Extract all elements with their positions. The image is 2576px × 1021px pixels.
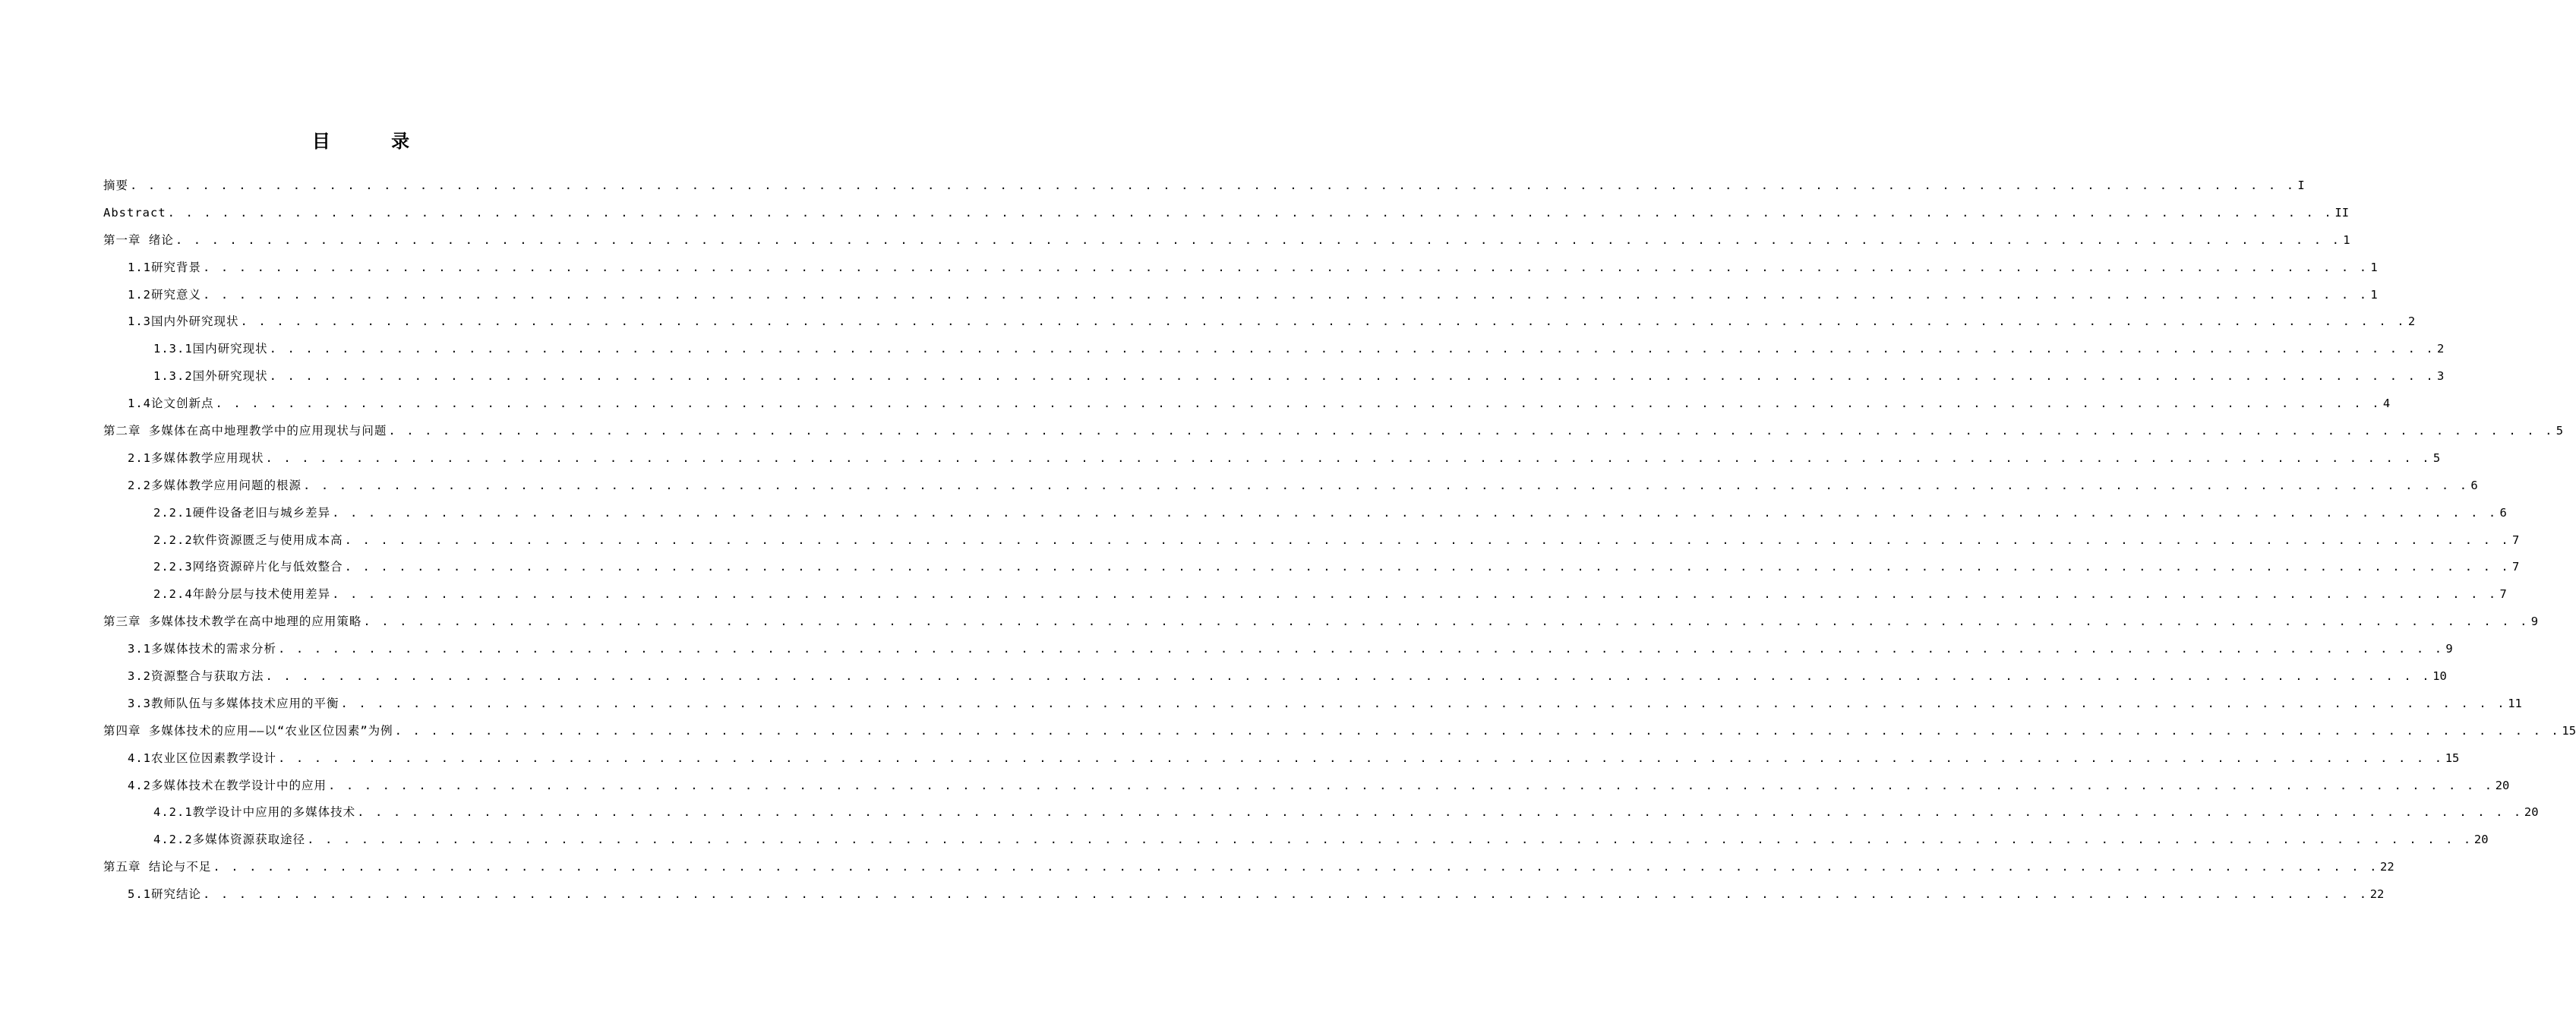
toc-list [103, 172, 2576, 909]
toc-dot-leader: . . . . . . . . . . . . . . . . . . . . . . . . . . . . . . . . . . . . . . . . . . . . . . . . . . . . . . . . . . . . . . . . . . . . . . . . . . . . . . . . . . . . . . . . . . . . . . . . . . . . . . . . . . . . . . . . . . . . . . . . [175, 232, 2341, 247]
toc-entry[interactable] [103, 554, 2520, 581]
toc-entry-page: 15 [2562, 723, 2576, 738]
toc-entry-page: 1 [2343, 232, 2350, 247]
toc-entry-label: 2.2.3网络资源碎片化与低效整合 [153, 560, 343, 574]
toc-entry[interactable] [103, 527, 2520, 555]
toc-entry[interactable] [103, 336, 2445, 363]
toc-entry-page: 22 [2369, 887, 2385, 902]
toc-entry-label: 3.3教师队伍与多媒体技术应用的平衡 [128, 696, 339, 710]
toc-entry[interactable] [103, 745, 2460, 773]
toc-dot-leader: . . . . . . . . . . . . . . . . . . . . . . . . . . . . . . . . . . . . . . . . . . . . . . . . . . . . . . . . . . . . . . . . . . . . . . . . . . . . . . . . . . . . . . . . . . . . . . . . . . . . . . . . . . . . . . . . . . . . . . . . [328, 778, 2494, 792]
toc-entry-page: 6 [2470, 478, 2478, 492]
toc-dot-leader: . . . . . . . . . . . . . . . . . . . . . . . . . . . . . . . . . . . . . . . . . . . . . . . . . . . . . . . . . . . . . . . . . . . . . . . . . . . . . . . . . . . . . . . . . . . . . . . . . . . . . . . . . . . . . . . . . . . . . . . . [307, 833, 2473, 847]
toc-entry-label: 4.2.1教学设计中应用的多媒体技术 [153, 805, 356, 820]
toc-dot-leader: . . . . . . . . . . . . . . . . . . . . . . . . . . . . . . . . . . . . . . . . . . . . . . . . . . . . . . . . . . . . . . . . . . . . . . . . . . . . . . . . . . . . . . . . . . . . . . . . . . . . . . . . . . . . . . . . . . . . . . . . [215, 397, 2382, 411]
toc-entry-page: 3 [2437, 369, 2445, 384]
toc-entry-label: Abstract [103, 205, 166, 220]
toc-dot-leader: . . . . . . . . . . . . . . . . . . . . . . . . . . . . . . . . . . . . . . . . . . . . . . . . . . . . . . . . . . . . . . . . . . . . . . . . . . . . . . . . . . . . . . . . . . . . . . . . . . . . . . . . . . . . . . . . . . . . . . . . [344, 560, 2511, 574]
toc-entry-label: 4.2.2多媒体资源获取途径 [153, 833, 306, 847]
toc-entry-page: 9 [2445, 642, 2453, 656]
toc-entry[interactable] [103, 445, 2441, 473]
toc-dot-leader: . . . . . . . . . . . . . . . . . . . . . . . . . . . . . . . . . . . . . . . . . . . . . . . . . . . . . . . . . . . . . . . . . . . . . . . . . . . . . . . . . . . . . . . . . . . . . . . . . . . . . . . . . . . . . . . . . . . . . . . . [357, 805, 2523, 820]
toc-entry-label: 2.2.1硬件设备老旧与城乡差异 [153, 505, 331, 520]
toc-dot-leader: . . . . . . . . . . . . . . . . . . . . . . . . . . . . . . . . . . . . . . . . . . . . . . . . . . . . . . . . . . . . . . . . . . . . . . . . . . . . . . . . . . . . . . . . . . . . . . . . . . . . . . . . . . . . . . . . . . . . . . . . [167, 205, 2334, 220]
toc-dot-leader: . . . . . . . . . . . . . . . . . . . . . . . . . . . . . . . . . . . . . . . . . . . . . . . . . . . . . . . . . . . . . . . . . . . . . . . . . . . . . . . . . . . . . . . . . . . . . . . . . . . . . . . . . . . . . . . . . . . . . . . . [269, 369, 2436, 384]
toc-dot-leader: . . . . . . . . . . . . . . . . . . . . . . . . . . . . . . . . . . . . . . . . . . . . . . . . . . . . . . . . . . . . . . . . . . . . . . . . . . . . . . . . . . . . . . . . . . . . . . . . . . . . . . . . . . . . . . . . . . . . . . . . [363, 615, 2530, 629]
toc-entry-page: I [2297, 179, 2305, 192]
toc-entry[interactable] [103, 172, 2305, 200]
toc-entry-page: 20 [2524, 805, 2539, 820]
toc-entry-page: 22 [2380, 860, 2394, 874]
toc-entry-label: 1.3.2国外研究现状 [153, 369, 268, 384]
toc-entry[interactable] [103, 663, 2447, 691]
toc-entry-label: 1.3.1国内研究现状 [153, 342, 268, 356]
toc-entry[interactable] [103, 418, 2564, 445]
toc-entry-page: 6 [2499, 505, 2507, 520]
toc-entry-page: 7 [2512, 533, 2520, 547]
toc-entry[interactable] [103, 691, 2522, 718]
toc-entry-page: 5 [2555, 424, 2564, 438]
toc-dot-leader: . . . . . . . . . . . . . . . . . . . . . . . . . . . . . . . . . . . . . . . . . . . . . . . . . . . . . . . . . . . . . . . . . . . . . . . . . . . . . . . . . . . . . . . . . . . . . . . . . . . . . . . . . . . . . . . . . . . . . . . . [388, 424, 2555, 438]
toc-entry-label: 1.1研究背景 [128, 260, 201, 274]
toc-entry-page: 1 [2370, 260, 2378, 274]
toc-entry-page: 11 [2508, 696, 2522, 710]
toc-entry-label: 1.4论文创新点 [128, 397, 214, 411]
toc-entry[interactable] [103, 608, 2539, 636]
toc-entry[interactable] [103, 636, 2453, 663]
toc-dot-leader: . . . . . . . . . . . . . . . . . . . . . . . . . . . . . . . . . . . . . . . . . . . . . . . . . . . . . . . . . . . . . . . . . . . . . . . . . . . . . . . . . . . . . . . . . . . . . . . . . . . . . . . . . . . . . . . . . . . . . . . . [203, 887, 2369, 902]
toc-dot-leader: . . . . . . . . . . . . . . . . . . . . . . . . . . . . . . . . . . . . . . . . . . . . . . . . . . . . . . . . . . . . . . . . . . . . . . . . . . . . . . . . . . . . . . . . . . . . . . . . . . . . . . . . . . . . . . . . . . . . . . . . [394, 723, 2561, 738]
toc-entry[interactable] [103, 200, 2350, 227]
toc-dot-leader: . . . . . . . . . . . . . . . . . . . . . . . . . . . . . . . . . . . . . . . . . . . . . . . . . . . . . . . . . . . . . . . . . . . . . . . . . . . . . . . . . . . . . . . . . . . . . . . . . . . . . . . . . . . . . . . . . . . . . . . . [340, 696, 2507, 710]
toc-dot-leader: . . . . . . . . . . . . . . . . . . . . . . . . . . . . . . . . . . . . . . . . . . . . . . . . . . . . . . . . . . . . . . . . . . . . . . . . . . . . . . . . . . . . . . . . . . . . . . . . . . . . . . . . . . . . . . . . . . . . . . . . [130, 179, 2296, 192]
toc-entry-label: 2.1多媒体教学应用现状 [128, 450, 264, 465]
toc-dot-leader: . . . . . . . . . . . . . . . . . . . . . . . . . . . . . . . . . . . . . . . . . . . . . . . . . . . . . . . . . . . . . . . . . . . . . . . . . . . . . . . . . . . . . . . . . . . . . . . . . . . . . . . . . . . . . . . . . . . . . . . . [203, 287, 2369, 302]
toc-entry[interactable] [103, 390, 2391, 418]
toc-entry-label: 第四章 多媒体技术的应用——以“农业区位因素”为例 [103, 723, 393, 738]
toc-entry-page: 20 [2473, 833, 2489, 847]
toc-entry[interactable] [103, 363, 2445, 390]
toc-dot-leader: . . . . . . . . . . . . . . . . . . . . . . . . . . . . . . . . . . . . . . . . . . . . . . . . . . . . . . . . . . . . . . . . . . . . . . . . . . . . . . . . . . . . . . . . . . . . . . . . . . . . . . . . . . . . . . . . . . . . . . . . [332, 587, 2498, 602]
toc-entry-label: 第一章 绪论 [103, 232, 174, 247]
toc-title: 目 录 [311, 131, 437, 152]
toc-entry[interactable] [103, 227, 2350, 254]
toc-dot-leader: . . . . . . . . . . . . . . . . . . . . . . . . . . . . . . . . . . . . . . . . . . . . . . . . . . . . . . . . . . . . . . . . . . . . . . . . . . . . . . . . . . . . . . . . . . . . . . . . . . . . . . . . . . . . . . . . . . . . . . . . [213, 860, 2379, 874]
toc-entry-label: 1.3国内外研究现状 [128, 315, 239, 329]
toc-entry-label: 3.1多媒体技术的需求分析 [128, 642, 276, 656]
toc-entry-page: 20 [2495, 778, 2510, 792]
toc-dot-leader: . . . . . . . . . . . . . . . . . . . . . . . . . . . . . . . . . . . . . . . . . . . . . . . . . . . . . . . . . . . . . . . . . . . . . . . . . . . . . . . . . . . . . . . . . . . . . . . . . . . . . . . . . . . . . . . . . . . . . . . . [303, 478, 2469, 492]
toc-dot-leader: . . . . . . . . . . . . . . . . . . . . . . . . . . . . . . . . . . . . . . . . . . . . . . . . . . . . . . . . . . . . . . . . . . . . . . . . . . . . . . . . . . . . . . . . . . . . . . . . . . . . . . . . . . . . . . . . . . . . . . . . [332, 505, 2498, 520]
toc-entry-page: 9 [2530, 615, 2539, 629]
toc-dot-leader: . . . . . . . . . . . . . . . . . . . . . . . . . . . . . . . . . . . . . . . . . . . . . . . . . . . . . . . . . . . . . . . . . . . . . . . . . . . . . . . . . . . . . . . . . . . . . . . . . . . . . . . . . . . . . . . . . . . . . . . . [240, 315, 2407, 329]
toc-entry-label: 2.2多媒体教学应用问题的根源 [128, 478, 301, 492]
toc-dot-leader: . . . . . . . . . . . . . . . . . . . . . . . . . . . . . . . . . . . . . . . . . . . . . . . . . . . . . . . . . . . . . . . . . . . . . . . . . . . . . . . . . . . . . . . . . . . . . . . . . . . . . . . . . . . . . . . . . . . . . . . . [344, 533, 2511, 547]
toc-entry-label: 4.1农业区位因素教学设计 [128, 751, 276, 765]
toc-entry-page: 4 [2382, 397, 2391, 411]
toc-entry[interactable] [103, 881, 2385, 909]
toc-entry-label: 1.2研究意义 [128, 287, 201, 302]
toc-dot-leader: . . . . . . . . . . . . . . . . . . . . . . . . . . . . . . . . . . . . . . . . . . . . . . . . . . . . . . . . . . . . . . . . . . . . . . . . . . . . . . . . . . . . . . . . . . . . . . . . . . . . . . . . . . . . . . . . . . . . . . . . [265, 450, 2432, 465]
toc-entry[interactable] [103, 308, 2416, 336]
toc-dot-leader: . . . . . . . . . . . . . . . . . . . . . . . . . . . . . . . . . . . . . . . . . . . . . . . . . . . . . . . . . . . . . . . . . . . . . . . . . . . . . . . . . . . . . . . . . . . . . . . . . . . . . . . . . . . . . . . . . . . . . . . . [278, 642, 2444, 656]
toc-entry-page: 2 [2407, 315, 2416, 329]
toc-entry[interactable] [103, 254, 2378, 282]
toc-entry-label: 第三章 多媒体技术教学在高中地理的应用策略 [103, 615, 362, 629]
toc-entry[interactable] [103, 718, 2576, 745]
toc-entry[interactable] [103, 854, 2394, 881]
toc-dot-leader: . . . . . . . . . . . . . . . . . . . . . . . . . . . . . . . . . . . . . . . . . . . . . . . . . . . . . . . . . . . . . . . . . . . . . . . . . . . . . . . . . . . . . . . . . . . . . . . . . . . . . . . . . . . . . . . . . . . . . . . . [203, 260, 2369, 274]
toc-entry-page: 2 [2437, 342, 2445, 356]
toc-dot-leader: . . . . . . . . . . . . . . . . . . . . . . . . . . . . . . . . . . . . . . . . . . . . . . . . . . . . . . . . . . . . . . . . . . . . . . . . . . . . . . . . . . . . . . . . . . . . . . . . . . . . . . . . . . . . . . . . . . . . . . . . [265, 669, 2432, 684]
toc-entry-page: II [2334, 205, 2350, 220]
toc-entry-page: 7 [2512, 560, 2520, 574]
toc-entry[interactable] [103, 500, 2507, 527]
toc-entry-page: 15 [2445, 751, 2460, 765]
toc-entry[interactable] [103, 473, 2478, 500]
toc-entry-page: 7 [2499, 587, 2507, 602]
toc-entry[interactable] [103, 799, 2539, 827]
toc-dot-leader: . . . . . . . . . . . . . . . . . . . . . . . . . . . . . . . . . . . . . . . . . . . . . . . . . . . . . . . . . . . . . . . . . . . . . . . . . . . . . . . . . . . . . . . . . . . . . . . . . . . . . . . . . . . . . . . . . . . . . . . . [278, 751, 2444, 765]
toc-entry-label: 3.2资源整合与获取方法 [128, 669, 264, 684]
toc-entry[interactable] [103, 581, 2507, 608]
toc-entry-page: 1 [2370, 287, 2378, 302]
toc-entry-label: 第二章 多媒体在高中地理教学中的应用现状与问题 [103, 424, 387, 438]
toc-entry-label: 2.2.4年龄分层与技术使用差异 [153, 587, 331, 602]
toc-dot-leader: . . . . . . . . . . . . . . . . . . . . . . . . . . . . . . . . . . . . . . . . . . . . . . . . . . . . . . . . . . . . . . . . . . . . . . . . . . . . . . . . . . . . . . . . . . . . . . . . . . . . . . . . . . . . . . . . . . . . . . . . [269, 342, 2436, 356]
toc-entry-page: 5 [2432, 450, 2441, 465]
toc-entry-label: 摘要 [103, 179, 129, 192]
toc-entry-page: 10 [2432, 669, 2447, 684]
toc-entry-label: 4.2多媒体技术在教学设计中的应用 [128, 778, 327, 792]
toc-entry[interactable] [103, 773, 2510, 800]
toc-entry-label: 第五章 结论与不足 [103, 860, 212, 874]
toc-entry[interactable] [103, 827, 2489, 854]
toc-entry-label: 5.1研究结论 [128, 887, 201, 902]
toc-entry[interactable] [103, 282, 2378, 309]
toc-entry-label: 2.2.2软件资源匮乏与使用成本高 [153, 533, 343, 547]
